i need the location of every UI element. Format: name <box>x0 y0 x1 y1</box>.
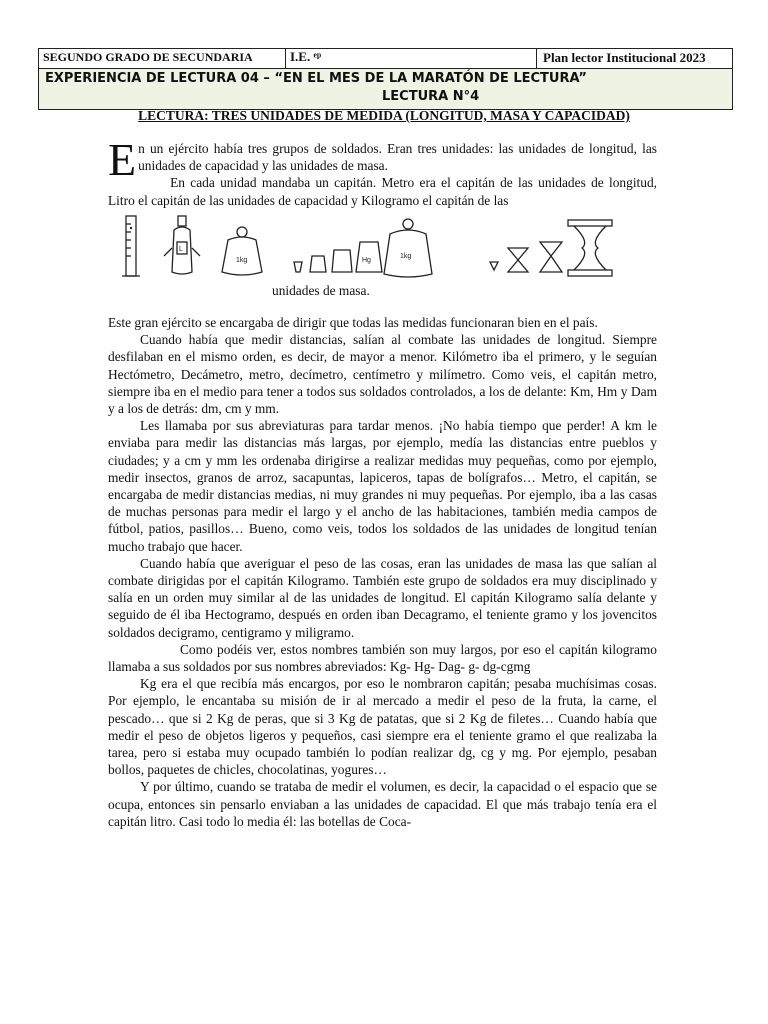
weight-captain-icon <box>222 227 262 275</box>
body-paragraph: Cuando había que medir distancias, salían al combate las unidades de longitud. Siempre desfilaban en el mismo orden, es decir, de mayor a menor. Kilómetro iba el primero, y le seguían Hectómetro, Decámetro, metro, decímetro, centímetro y milímetro. Como veis, el capitán metro, siempre iba en el medio para tener a todos sus soldados controlados, a los de delante: Km, Hm y Dam y a los de detrás: dm, cm y mm. <box>108 332 657 417</box>
weights-group-icon <box>294 219 432 277</box>
svg-text:L: L <box>179 246 183 253</box>
paragraph-2: En cada unidad mandaba un capitán. Metro era el capitán de las unidades de longitud, Litro el capitán de las unidades de capacidad y Kilogramo el capitán de las <box>108 175 657 208</box>
experience-banner <box>39 69 732 109</box>
svg-text:1kg: 1kg <box>400 253 412 260</box>
reading-number: LECTURA N°4 <box>382 89 480 104</box>
header-table <box>38 48 733 110</box>
ruler-captain-icon <box>122 216 140 276</box>
body-paragraph: Como podéis ver, estos nombres también son muy largos, por eso el capitán kilogramo llamaba a sus soldados por sus nombres abreviados: Kg- Hg- Dag- g- dg-cgmg <box>108 641 657 675</box>
drop-cap: E <box>108 134 137 185</box>
body-paragraph: Kg era el que recibía más encargos, por eso le nombraron capitán; pesaba muchísimas cosas. Por ejemplo, le encantaba su misión de ir al mercado a medir el peso de la fruta, la carne, el pescado… que si 2 Kg de peras, que si 3 Kg de patatas, que si 2 Kg de filetes… Cuando había que medir el peso de objetos ligeros y pequeños, casi siempre era el teniente gramo el que realizaba la tarea, pero si estaba muy ocupado también lo podían realizar dg, cg y mg. Por ejemplo, pesaban bollos, paquetes de chicles, chocolatinas, yogures… <box>108 676 657 778</box>
ie-cell: I.E. ᵉᵖ <box>286 49 537 68</box>
experience-title: EXPERIENCIA DE LECTURA 04 – “EN EL MES DE LA MARATÓN DE LECTURA” <box>45 71 587 86</box>
paragraph-1: n un ejército había tres grupos de soldados. Eran tres unidades: las unidades de longitud, las unidades de capacidad y las unidades de masa. <box>138 141 657 174</box>
body-text <box>108 314 657 830</box>
body-paragraph: Y por último, cuando se trataba de medir el volumen, es decir, la capacidad o el espacio que se ocupa, entonces sin pensarlo enviaban a las unidades de capacidad. El que más trabajo tenía era el capitán litro. Casi todo lo media él: las botellas de Coca- <box>108 779 657 829</box>
body-paragraph: Cuando había que averiguar el peso de las cosas, eran las unidades de masa las que salían al combate dirigidas por el capitán Kilogramo. También este grupo de soldados era muy disciplinado y salía en un orden muy similar al de las unidades de longitud. El capitán Kilogramo salía delante y seguido de él iba Hectogramo, después en orden iban Decagramo, el teniente gramo y los jovencitos soldados decigramo, centigramo y miligramo. <box>108 555 657 640</box>
illustration-caption: unidades de masa. <box>272 283 370 298</box>
hourglass-group-icon <box>490 220 612 276</box>
reading-title: LECTURA: TRES UNIDADES DE MEDIDA (LONGITUD, MASA Y CAPACIDAD) <box>138 108 630 123</box>
grade-cell: SEGUNDO GRADO DE SECUNDARIA <box>39 49 286 68</box>
units-illustration <box>112 212 632 282</box>
svg-text:Hg: Hg <box>362 257 371 264</box>
body-paragraph: Les llamaba por sus abreviaturas para tardar menos. ¡No había tiempo que perder! A km le enviaba para medir las distancias más largas, por ejemplo, medía las distancias entre pueblos y ciudades; y a cm y mm les ordenaba dirigirse a realizar medidas muy pequeñas, como por ejemplo, medir insectos, granos de arroz, sacapuntas, lapiceros, tapas de bolígrafos… Metro, el capitán, se encargaba de medir distancias medias, ni muy grandes ni muy pequeñas. Por ejemplo, iba a las casas de muchas personas para medir el largo y el ancho de las habitaciones, también media campos de fútbol, patios, pasillos… Bueno, como veis, todos los soldados de las unidades de longitud tenían mucho trabajo que hacer. <box>108 418 657 554</box>
plan-cell: Plan lector Institucional 2023 <box>543 50 706 65</box>
bottle-captain-icon <box>164 216 200 274</box>
body-paragraph: Este gran ejército se encargaba de dirigir que todas las medidas funcionaran bien en el país. <box>108 315 598 330</box>
svg-text:1kg: 1kg <box>236 257 248 264</box>
intro-text <box>108 134 657 209</box>
